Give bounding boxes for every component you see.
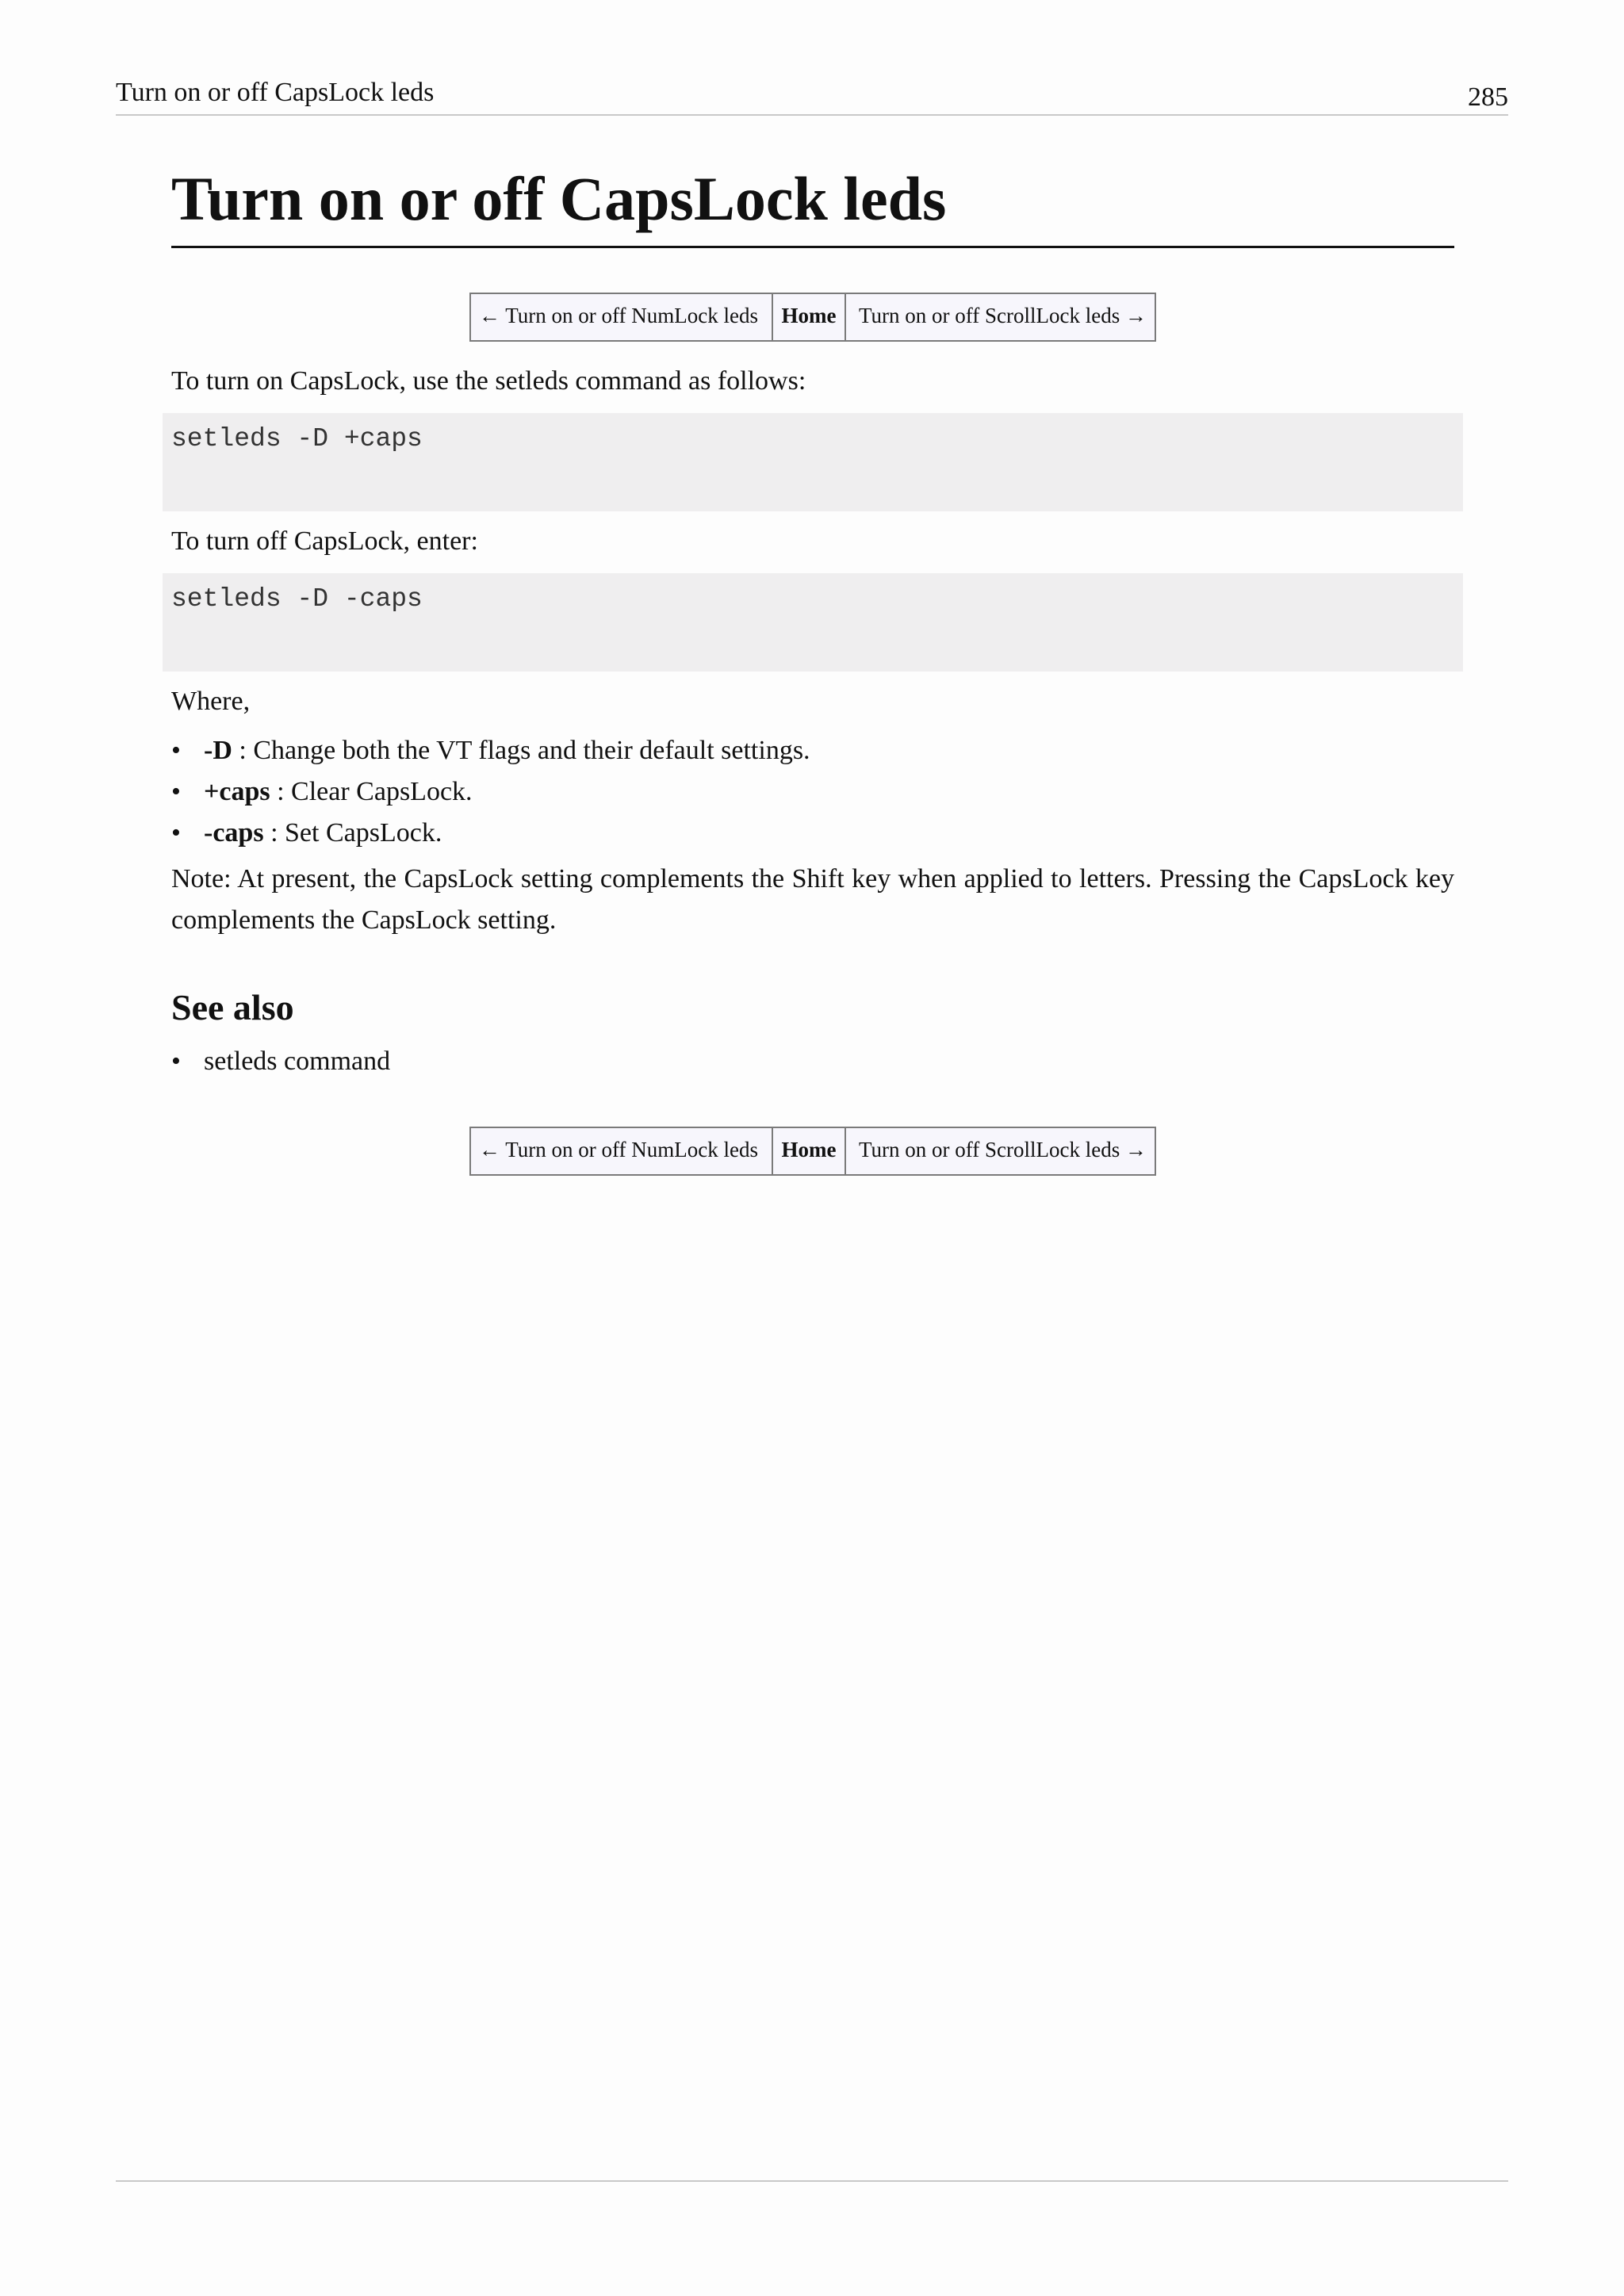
intro-paragraph: To turn on CapsLock, use the setleds command as follows: [171,366,806,396]
running-header [116,76,1508,116]
nav-home-link[interactable]: Home [772,293,845,341]
navigation-table-bottom [469,1127,1156,1176]
see-also-heading: See also [171,987,294,1027]
nav-prev-link[interactable]: ← Turn on or off NumLock leds [470,1127,772,1175]
running-header-title: Turn on or off CapsLock leds [116,78,435,107]
option-flag: +caps [204,777,270,806]
option-flag: -caps [204,818,264,848]
nav-home-link[interactable]: Home [772,1127,845,1175]
option-description: : Set CapsLock. [263,818,442,848]
list-item [171,730,1454,771]
code-block-caps-off: setleds -D -caps [163,573,1463,672]
option-description: : Clear CapsLock. [270,777,473,806]
article-content [171,155,1454,1176]
nav-prev-link[interactable]: ← Turn on or off NumLock leds [470,293,772,341]
turn-off-paragraph: To turn off CapsLock, enter: [171,526,478,556]
code-block-caps-on: setleds -D +caps [163,413,1463,511]
page-title: Turn on or off CapsLock leds [171,155,1454,248]
where-paragraph: Where, [171,687,251,716]
option-flag: -D [204,736,232,765]
footer-rule [116,2180,1508,2182]
see-also-item [171,1041,1454,1082]
nav-next-link[interactable]: Turn on or off ScrollLock leds → [845,1127,1155,1175]
list-item [171,813,1454,854]
option-description: : Change both the VT flags and their default settings. [232,736,810,765]
list-item [171,771,1454,813]
option-list [171,730,1454,854]
see-also-link-setleds[interactable]: setleds command [204,1047,391,1076]
see-also-list [171,1041,1454,1082]
note-paragraph: Note: At present, the CapsLock setting complements the Shift key when applied to letters. Pressing the CapsLock key complements the CapsLock setting. [171,864,1454,935]
navigation-table-top [469,293,1156,342]
page-number: 285 [1468,82,1508,112]
nav-next-link[interactable]: Turn on or off ScrollLock leds → [845,293,1155,341]
